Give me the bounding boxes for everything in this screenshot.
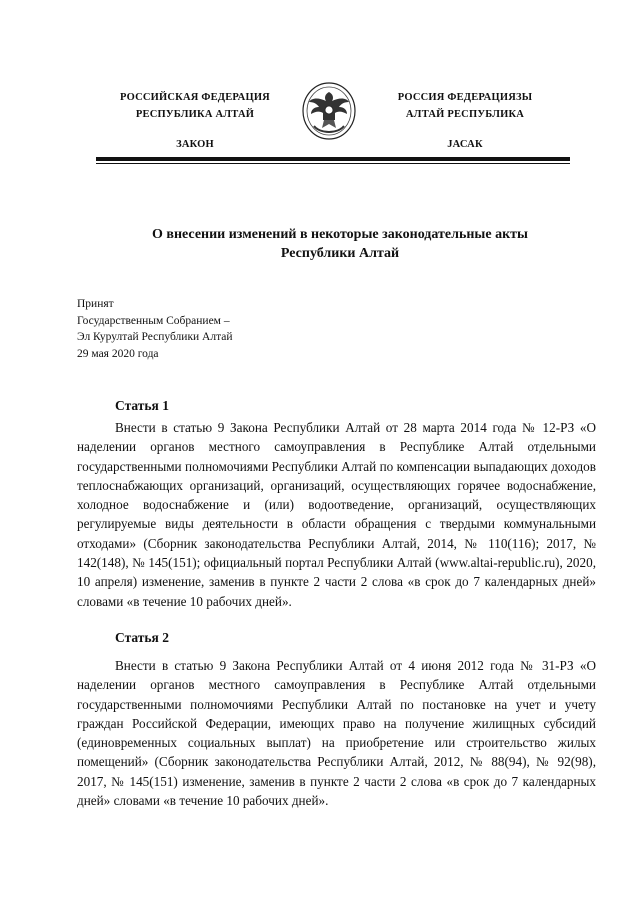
article-1-heading: Статья 1 [115, 398, 169, 413]
header-left-country: РОССИЙСКАЯ ФЕДЕРАЦИЯ [120, 92, 270, 103]
header-right-republic: АЛТАЙ РЕСПУБЛИКА [405, 109, 525, 120]
adoption-date: 29 мая 2020 года [77, 347, 159, 360]
header-right-doc-type: JАСАК [447, 139, 483, 150]
adoption-line-3: Эл Курултай Республики Алтай [77, 331, 233, 343]
header-divider-thick [96, 157, 570, 161]
adoption-info [77, 296, 233, 362]
title-line-1: О внесении изменений в некоторые законодательные акты [152, 227, 528, 242]
header-left-republic: РЕСПУБЛИКА АЛТАЙ [135, 109, 255, 120]
header-right-block [365, 89, 565, 153]
article-2-text: Внести в статью 9 Закона Республики Алтай от 4 июня 2012 года № 31-РЗ «О наделении органов местного самоуправления в Республике Алтай отдельными государственными полномочиями Республики Алтай по постановке на учет и учету граждан Российской Федерации, имеющих право на получение жилищных субсидий (единовременных социальных выплат) на приобретение или строительство жилых помещений» (Сборник законодательства Республики Алтай, 2012, № 88(94), № 92(98), 2017, № 145(151) изменение, заменив в пункте 2 части 2 слова «в срок до 7 календарных дней» словами «в течение 10 рабочих дней». [77, 658, 596, 809]
title-line-2: Республики Алтай [280, 246, 400, 261]
coat-of-arms-icon [300, 80, 358, 142]
article-2-heading: Статья 2 [115, 630, 169, 645]
header-left-block [100, 89, 290, 153]
header-divider-thin [96, 163, 570, 164]
adoption-line-1: Принят [77, 298, 114, 310]
header-right-country: РОССИЯ ФЕДЕРАЦИЯЗЫ [397, 92, 533, 103]
document-title [120, 225, 560, 263]
header-left-doc-type: ЗАКОН [176, 139, 214, 150]
article-1-text: Внести в статью 9 Закона Республики Алтай от 28 марта 2014 года № 12-РЗ «О наделении органов местного самоуправления в Республике Алтай отдельными государственными полномочиями Республики Алтай по компенсации выпадающих доходов теплоснабжающих организаций, организаций, осуществляющих горячее водоснабжение, холодное водоснабжение и (или) водоотведение, организаций, осуществляющих регулируемые виды деятельности в области обращения с твердыми коммунальными отходами» (Сборник законодательства Республики Алтай, 2014, № 110(116); 2017, № 142(148), № 145(151); официальный портал Республики Алтай (www.altai-republic.ru), 2020, 10 апреля) изменение, заменив в пункте 2 части 2 слова «в срок до 7 календарных дней» словами «в течение 10 рабочих дней». [77, 420, 596, 609]
adoption-line-2: Государственным Собранием – [77, 314, 230, 327]
